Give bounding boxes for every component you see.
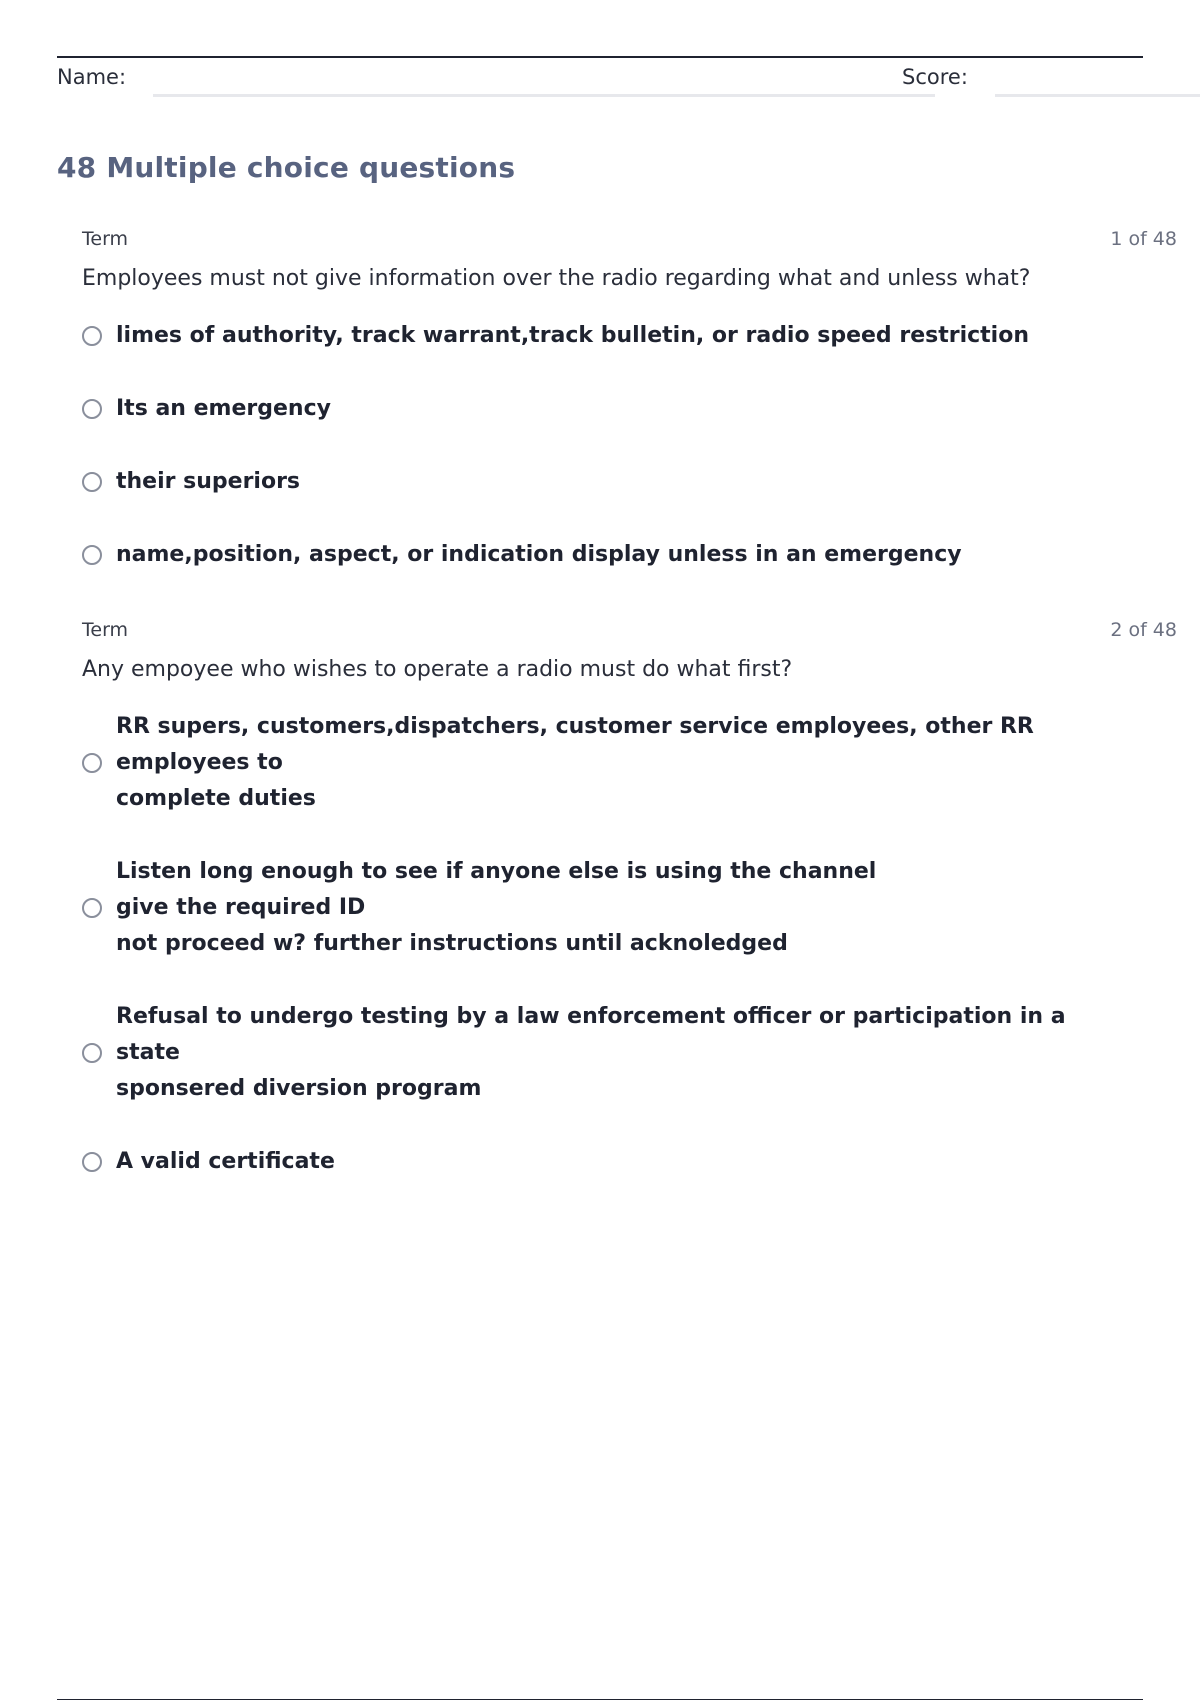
option-2a[interactable] [82,709,1177,817]
option-text: Listen long enough to see if anyone else is using the channel give the required ID not proceed w? further instructions until acknoledged [116,859,877,956]
option-1a[interactable] [82,318,1177,354]
term-label: Term [82,619,129,641]
term-label: Term [82,228,129,250]
option-text: Its an emergency [116,396,331,421]
question-counter: 1 of 48 [1110,228,1177,250]
radio-button-icon[interactable] [82,753,102,773]
option-text: name,position, aspect, or indication display unless in an emergency [116,542,962,567]
question-text: Any empoyee who wishes to operate a radio must do what first? [82,657,793,682]
radio-button-icon[interactable] [82,472,102,492]
option-2b[interactable] [82,854,1177,962]
option-text: Refusal to undergo testing by a law enforcement officer or participation in a state sponsered diversion program [116,1004,1066,1101]
section-title: 48 Multiple choice questions [57,151,516,184]
option-1d[interactable] [82,537,1177,573]
radio-button-icon[interactable] [82,1152,102,1172]
option-1b[interactable] [82,391,1177,427]
radio-button-icon[interactable] [82,545,102,565]
option-text: A valid certificate [116,1149,335,1174]
question-counter: 2 of 48 [1110,619,1177,641]
option-text: their superiors [116,469,301,494]
option-2d[interactable] [82,1144,1177,1180]
question-2 [82,617,1177,1217]
option-2c[interactable] [82,999,1177,1107]
name-label: Name: [57,65,127,89]
option-1c[interactable] [82,464,1177,500]
score-field[interactable] [995,94,1200,97]
options-list [82,709,1177,1180]
name-field[interactable] [153,94,935,97]
radio-button-icon[interactable] [82,898,102,918]
options-list [82,318,1177,573]
top-rule [57,56,1143,58]
option-text: limes of authority, track warrant,track bulletin, or radio speed restriction [116,323,1029,348]
question-header [82,617,1177,643]
radio-button-icon[interactable] [82,399,102,419]
question-text: Employees must not give information over the radio regarding what and unless what? [82,266,1031,291]
radio-button-icon[interactable] [82,326,102,346]
header-row [57,64,1177,100]
question-1 [82,226,1177,610]
question-header [82,226,1177,252]
option-text: RR supers, customers,dispatchers, customer service employees, other RR employees to complete duties [116,714,1034,811]
score-label: Score: [902,65,968,89]
radio-button-icon[interactable] [82,1043,102,1063]
